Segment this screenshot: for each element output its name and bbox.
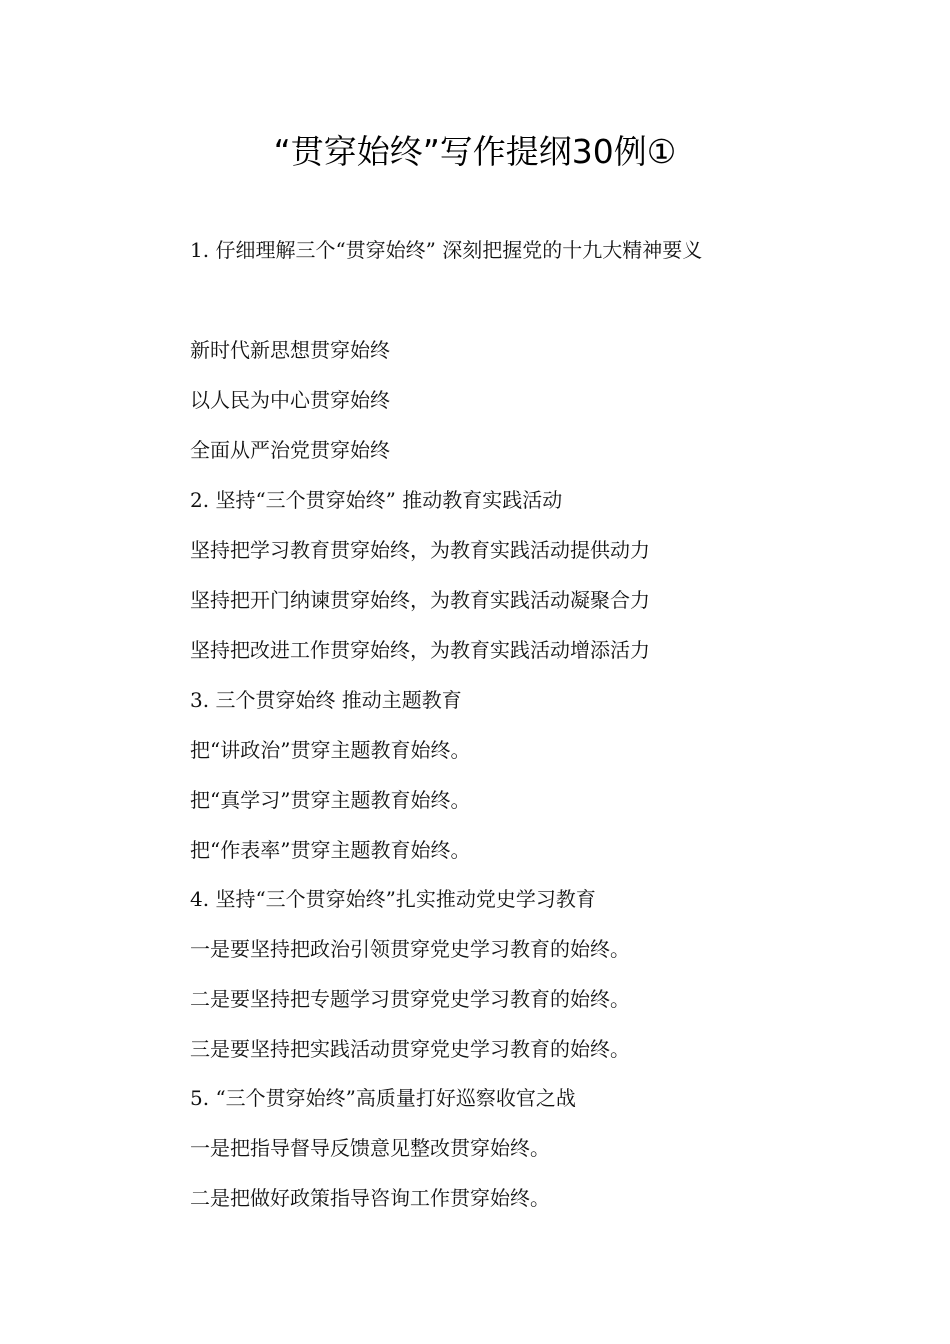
- text-line: 把“真学习”贯穿主题教育始终。: [190, 788, 471, 812]
- text-line: 把“作表率”贯穿主题教育始终。: [190, 838, 471, 862]
- text-line: 一是把指导督导反馈意见整改贯穿始终。: [190, 1136, 550, 1160]
- text-line: 坚持把学习教育贯穿始终，为教育实践活动提供动力: [190, 538, 650, 562]
- section-heading-1: 1. 仔细理解三个“贯穿始终” 深刻把握党的十九大精神要义: [190, 238, 703, 262]
- text-line: 一是要坚持把政治引领贯穿党史学习教育的始终。: [190, 937, 630, 961]
- text-line: 全面从严治党贯穿始终: [190, 438, 390, 462]
- document-title: “贯穿始终”写作提纲30例①: [273, 132, 677, 171]
- text-line: 新时代新思想贯穿始终: [190, 338, 390, 362]
- text-line: 二是要坚持把专题学习贯穿党史学习教育的始终。: [190, 987, 630, 1011]
- section-heading-2: 2. 坚持“三个贯穿始终” 推动教育实践活动: [190, 488, 563, 512]
- text-line: 把“讲政治”贯穿主题教育始终。: [190, 738, 471, 762]
- text-line: 二是把做好政策指导咨询工作贯穿始终。: [190, 1186, 550, 1210]
- text-line: 三是要坚持把实践活动贯穿党史学习教育的始终。: [190, 1037, 630, 1061]
- section-heading-3: 3. 三个贯穿始终 推动主题教育: [190, 688, 462, 712]
- section-heading-5: 5. “三个贯穿始终”高质量打好巡察收官之战: [190, 1086, 576, 1110]
- section-heading-4: 4. 坚持“三个贯穿始终”扎实推动党史学习教育: [190, 887, 596, 911]
- text-line: 以人民为中心贯穿始终: [190, 388, 390, 412]
- text-line: 坚持把改进工作贯穿始终，为教育实践活动增添活力: [190, 638, 650, 662]
- text-line: 坚持把开门纳谏贯穿始终，为教育实践活动凝聚合力: [190, 588, 650, 612]
